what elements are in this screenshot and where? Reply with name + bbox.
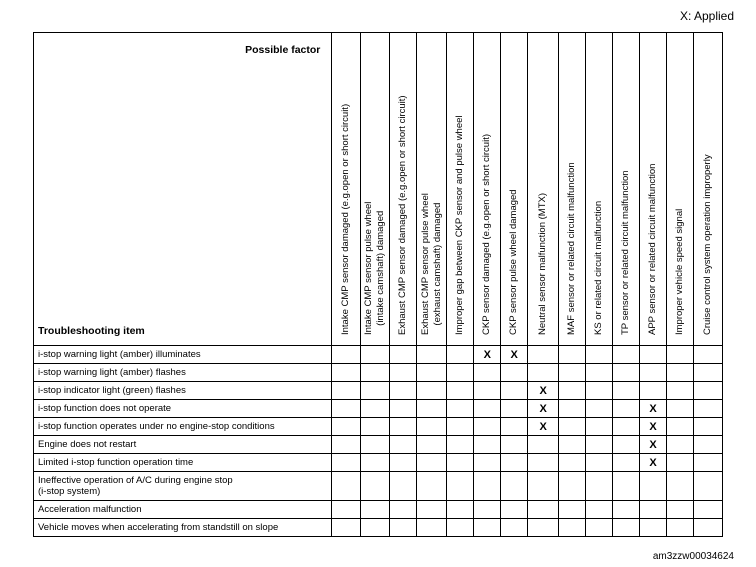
applied-mark-cell: [613, 364, 640, 382]
applied-mark-cell: [693, 400, 722, 418]
applied-mark-cell: [586, 400, 613, 418]
factor-header-10: [586, 33, 613, 346]
applied-mark-cell: [332, 382, 361, 400]
applied-mark-cell: [447, 501, 474, 519]
applied-mark-cell: [361, 472, 390, 501]
troubleshooting-item: Ineffective operation of A/C during engine stop (i-stop system): [34, 472, 332, 501]
applied-mark-cell: [332, 436, 361, 454]
table-row: [34, 382, 723, 400]
factor-label: Cruise control system operation improperly: [701, 154, 713, 335]
table-row: [34, 436, 723, 454]
factor-header-8: [528, 33, 559, 346]
applied-mark-cell: [559, 436, 586, 454]
applied-mark-cell: [667, 436, 694, 454]
applied-mark-cell: [332, 454, 361, 472]
applied-mark-cell: [586, 346, 613, 364]
factor-header-13: [667, 33, 694, 346]
table-row: [34, 418, 723, 436]
applied-mark-cell: [501, 472, 528, 501]
applied-mark-cell: X: [640, 400, 667, 418]
factor-header-7: [501, 33, 528, 346]
factor-header-6: [474, 33, 501, 346]
applied-mark-cell: [332, 400, 361, 418]
applied-mark-cell: [613, 472, 640, 501]
applied-mark-cell: X: [640, 454, 667, 472]
applied-mark-cell: X: [474, 346, 501, 364]
applied-mark-cell: [693, 418, 722, 436]
applied-mark-cell: [390, 418, 417, 436]
applied-mark-cell: [693, 382, 722, 400]
applied-mark-cell: [613, 519, 640, 537]
applied-mark-cell: [559, 454, 586, 472]
applied-mark-cell: [528, 501, 559, 519]
applied-mark-cell: [667, 501, 694, 519]
applied-mark-cell: [613, 501, 640, 519]
troubleshooting-item: Limited i-stop function operation time: [34, 454, 332, 472]
applied-mark-cell: [332, 501, 361, 519]
legend-applied: X: Applied: [679, 9, 734, 23]
applied-mark-cell: [501, 364, 528, 382]
applied-mark-cell: [693, 364, 722, 382]
applied-mark-cell: [447, 400, 474, 418]
applied-mark-cell: [667, 472, 694, 501]
applied-mark-cell: [447, 382, 474, 400]
applied-mark-cell: [559, 501, 586, 519]
matrix-body: [34, 346, 723, 537]
applied-mark-cell: [667, 454, 694, 472]
applied-mark-cell: [501, 454, 528, 472]
factor-header-14: [693, 33, 722, 346]
factor-header-5: [447, 33, 474, 346]
applied-mark-cell: [667, 346, 694, 364]
applied-mark-cell: [586, 436, 613, 454]
applied-mark-cell: [693, 454, 722, 472]
applied-mark-cell: [474, 436, 501, 454]
applied-mark-cell: [474, 472, 501, 501]
applied-mark-cell: [559, 519, 586, 537]
applied-mark-cell: [559, 400, 586, 418]
applied-mark-cell: [586, 364, 613, 382]
applied-mark-cell: [613, 454, 640, 472]
troubleshooting-item: i-stop function operates under no engine-stop conditions: [34, 418, 332, 436]
factor-label: Improper gap between CKP sensor and pulse wheel: [454, 115, 466, 335]
applied-mark-cell: [417, 519, 447, 537]
applied-mark-cell: [528, 364, 559, 382]
applied-mark-cell: [361, 400, 390, 418]
applied-mark-cell: X: [528, 418, 559, 436]
possible-factor-label: Possible factor: [245, 44, 321, 56]
applied-mark-cell: [417, 501, 447, 519]
applied-mark-cell: [693, 436, 722, 454]
applied-mark-cell: [361, 519, 390, 537]
applied-mark-cell: [447, 436, 474, 454]
applied-mark-cell: [613, 436, 640, 454]
applied-mark-cell: [447, 346, 474, 364]
applied-mark-cell: X: [640, 418, 667, 436]
applied-mark-cell: [361, 418, 390, 436]
applied-mark-cell: [332, 519, 361, 537]
applied-mark-cell: [474, 400, 501, 418]
factor-label: APP sensor or related circuit malfunction: [647, 163, 659, 335]
applied-mark-cell: [501, 418, 528, 436]
applied-mark-cell: [501, 436, 528, 454]
applied-mark-cell: [474, 382, 501, 400]
applied-mark-cell: [417, 364, 447, 382]
factor-header-1: [332, 33, 361, 346]
applied-mark-cell: [474, 418, 501, 436]
applied-mark-cell: [528, 454, 559, 472]
applied-mark-cell: [640, 472, 667, 501]
applied-mark-cell: [447, 418, 474, 436]
applied-mark-cell: [417, 382, 447, 400]
applied-mark-cell: [667, 364, 694, 382]
applied-mark-cell: [559, 346, 586, 364]
applied-mark-cell: [390, 472, 417, 501]
factor-label: KS or related circuit malfunction: [593, 200, 605, 335]
applied-mark-cell: [640, 346, 667, 364]
applied-mark-cell: [417, 346, 447, 364]
applied-mark-cell: [586, 501, 613, 519]
applied-mark-cell: [693, 346, 722, 364]
applied-mark-cell: [586, 454, 613, 472]
applied-mark-cell: [528, 346, 559, 364]
applied-mark-cell: X: [528, 382, 559, 400]
troubleshooting-matrix: [33, 32, 723, 537]
applied-mark-cell: [390, 519, 417, 537]
troubleshooting-item: Acceleration malfunction: [34, 501, 332, 519]
applied-mark-cell: [474, 519, 501, 537]
applied-mark-cell: X: [640, 436, 667, 454]
applied-mark-cell: [667, 519, 694, 537]
factor-header-3: [390, 33, 417, 346]
applied-mark-cell: [586, 472, 613, 501]
table-row: [34, 519, 723, 537]
troubleshooting-item: Vehicle moves when accelerating from standstill on slope: [34, 519, 332, 537]
applied-mark-cell: [528, 519, 559, 537]
applied-mark-cell: [528, 436, 559, 454]
troubleshooting-item: i-stop indicator light (green) flashes: [34, 382, 332, 400]
applied-mark-cell: [613, 382, 640, 400]
troubleshooting-item: Engine does not restart: [34, 436, 332, 454]
factor-label: Intake CMP sensor damaged (e.g.open or short circuit): [340, 103, 352, 335]
applied-mark-cell: [361, 454, 390, 472]
applied-mark-cell: [447, 519, 474, 537]
applied-mark-cell: [417, 400, 447, 418]
applied-mark-cell: [447, 454, 474, 472]
applied-mark-cell: [667, 382, 694, 400]
factor-header-row: [34, 33, 723, 346]
applied-mark-cell: [501, 382, 528, 400]
troubleshooting-item: i-stop function does not operate: [34, 400, 332, 418]
applied-mark-cell: [613, 346, 640, 364]
table-row: [34, 400, 723, 418]
image-id: am3zzw00034624: [652, 551, 734, 562]
applied-mark-cell: [559, 364, 586, 382]
factor-label: Exhaust CMP sensor damaged (e.g.open or short circuit): [397, 95, 409, 335]
applied-mark-cell: [474, 454, 501, 472]
applied-mark-cell: [390, 454, 417, 472]
factor-label: TP sensor or related circuit malfunction: [620, 170, 632, 335]
applied-mark-cell: [390, 364, 417, 382]
applied-mark-cell: [559, 382, 586, 400]
factor-header-4: [417, 33, 447, 346]
applied-mark-cell: [586, 418, 613, 436]
factor-header-11: [613, 33, 640, 346]
applied-mark-cell: [501, 400, 528, 418]
applied-mark-cell: [693, 519, 722, 537]
applied-mark-cell: [559, 418, 586, 436]
applied-mark-cell: [390, 382, 417, 400]
troubleshooting-item: i-stop warning light (amber) flashes: [34, 364, 332, 382]
applied-mark-cell: [332, 364, 361, 382]
applied-mark-cell: [559, 472, 586, 501]
applied-mark-cell: [332, 418, 361, 436]
applied-mark-cell: [667, 400, 694, 418]
applied-mark-cell: [390, 501, 417, 519]
applied-mark-cell: [332, 346, 361, 364]
applied-mark-cell: [390, 400, 417, 418]
table-row: [34, 454, 723, 472]
applied-mark-cell: [693, 501, 722, 519]
applied-mark-cell: [640, 364, 667, 382]
table-row: [34, 346, 723, 364]
applied-mark-cell: [528, 472, 559, 501]
applied-mark-cell: [417, 454, 447, 472]
factor-label: Intake CMP sensor pulse wheel (intake camshaft) damaged: [363, 201, 387, 335]
factor-label: Improper vehicle speed signal: [673, 208, 685, 335]
applied-mark-cell: [417, 436, 447, 454]
table-row: [34, 472, 723, 501]
applied-mark-cell: [447, 364, 474, 382]
applied-mark-cell: [361, 436, 390, 454]
applied-mark-cell: [361, 346, 390, 364]
applied-mark-cell: [640, 519, 667, 537]
factor-header-9: [559, 33, 586, 346]
applied-mark-cell: [613, 400, 640, 418]
factor-label: Neutral sensor malfunction (MTX): [537, 192, 549, 335]
applied-mark-cell: [361, 382, 390, 400]
applied-mark-cell: [640, 501, 667, 519]
applied-mark-cell: [693, 472, 722, 501]
applied-mark-cell: [390, 346, 417, 364]
factor-label: MAF sensor or related circuit malfunction: [566, 162, 578, 335]
applied-mark-cell: [417, 472, 447, 501]
applied-mark-cell: [474, 364, 501, 382]
factor-label: CKP sensor damaged (e.g.open or short circuit): [481, 133, 493, 335]
applied-mark-cell: [447, 472, 474, 501]
factor-label: Exhaust CMP sensor pulse wheel (exhaust camshaft) damaged: [419, 193, 443, 335]
applied-mark-cell: [332, 472, 361, 501]
corner-header-cell: [34, 33, 332, 346]
applied-mark-cell: X: [501, 346, 528, 364]
applied-mark-cell: [417, 418, 447, 436]
troubleshooting-item-label: Troubleshooting item: [38, 325, 145, 337]
applied-mark-cell: [361, 501, 390, 519]
applied-mark-cell: [361, 364, 390, 382]
factor-header-2: [361, 33, 390, 346]
table-row: [34, 364, 723, 382]
applied-mark-cell: [586, 519, 613, 537]
applied-mark-cell: [640, 382, 667, 400]
factor-label: CKP sensor pulse wheel damaged: [508, 189, 520, 335]
applied-mark-cell: [586, 382, 613, 400]
table-row: [34, 501, 723, 519]
applied-mark-cell: [667, 418, 694, 436]
troubleshooting-item: i-stop warning light (amber) illuminates: [34, 346, 332, 364]
applied-mark-cell: [501, 501, 528, 519]
applied-mark-cell: [613, 418, 640, 436]
factor-header-12: [640, 33, 667, 346]
applied-mark-cell: [390, 436, 417, 454]
applied-mark-cell: [501, 519, 528, 537]
applied-mark-cell: X: [528, 400, 559, 418]
applied-mark-cell: [474, 501, 501, 519]
